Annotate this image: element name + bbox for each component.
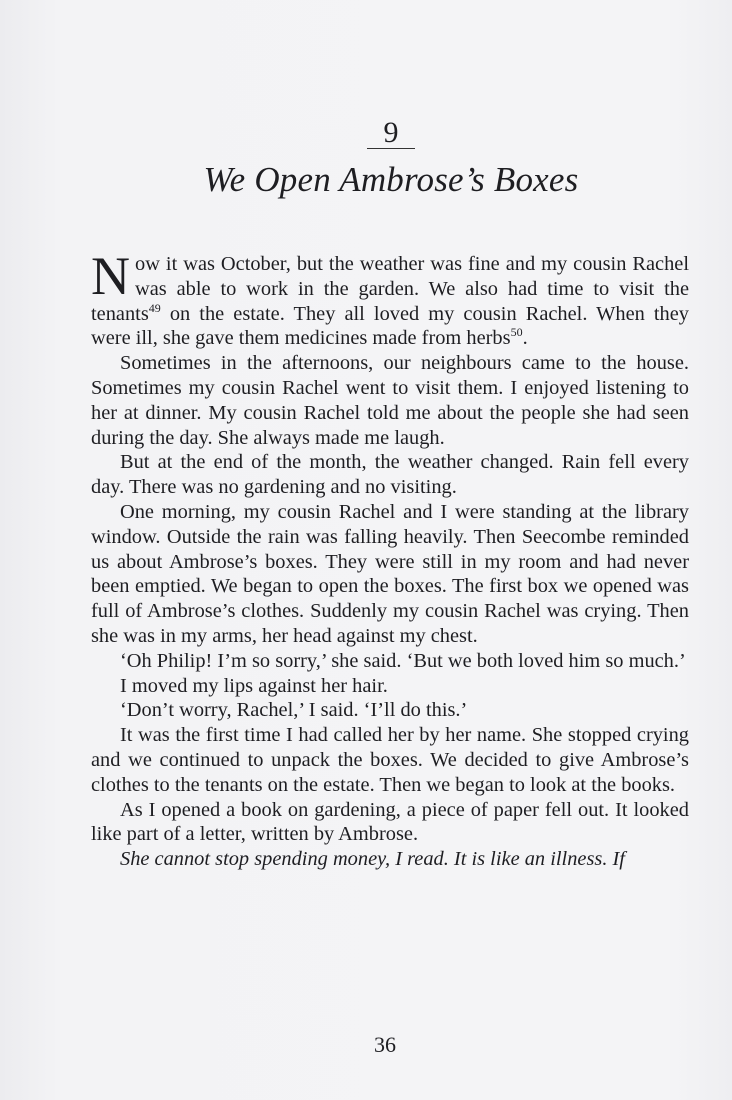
page-number: 36 — [374, 1032, 396, 1057]
footnote-marker: 50 — [510, 325, 523, 340]
paragraph-text: ow it was October, but the weather was fine and my cousin Rachel was able to work in the garden. We also had time to visit the tenants — [91, 253, 689, 325]
paragraph: Sometimes in the afternoons, our neighbours came to the house. Sometimes my cousin Rachel went to visit them. I enjoyed listening to her at dinner. My cousin Rachel told me about the people she had seen during the day. She always made me laugh. — [91, 352, 689, 449]
chapter-number-rule — [367, 148, 415, 149]
drop-cap: N — [91, 246, 130, 306]
paragraph — [91, 246, 689, 351]
paragraph-text: . — [522, 327, 528, 350]
paragraph: ‘Don’t worry, Rachel,’ I said. ‘I’ll do this.’ — [120, 699, 468, 722]
letter-excerpt: She cannot stop spending money, I read. It is like an illness. If — [120, 848, 625, 871]
paragraph-text: on the estate. They all loved my cousin Rachel. When they were ill, she gave them medicines made from herbs — [91, 302, 689, 350]
paragraph: It was the first time I had called her by her name. She stopped crying and we continued to unpack the boxes. We decided to give Ambrose’s clothes to the tenants on the estate. Then we began to look at the books. — [91, 724, 689, 796]
chapter-body — [91, 246, 689, 872]
paragraph: One morning, my cousin Rachel and I were standing at the library window. Outside the rain was falling heavily. Then Seecombe reminded us about Ambrose’s boxes. They were still in my room and had never been emptied. We began to open the boxes. The first box we opened was full of Ambrose’s clothes. Suddenly my cousin Rachel was crying. Then she was in my arms, her head against my chest. — [91, 500, 689, 647]
paragraph: As I opened a book on gardening, a piece of paper fell out. It looked like part of a letter, written by Ambrose. — [91, 798, 689, 846]
paragraph: But at the end of the month, the weather changed. Rain fell every day. There was no gardening and no visiting. — [91, 451, 689, 499]
footnote-marker: 49 — [148, 300, 161, 315]
paragraph: ‘Oh Philip! I’m so sorry,’ she said. ‘But we both loved him so much.’ — [120, 649, 686, 672]
chapter-title: We Open Ambrose’s Boxes — [203, 160, 579, 199]
chapter-number: 9 — [383, 116, 399, 149]
paragraph: I moved my lips against her hair. — [120, 674, 388, 697]
